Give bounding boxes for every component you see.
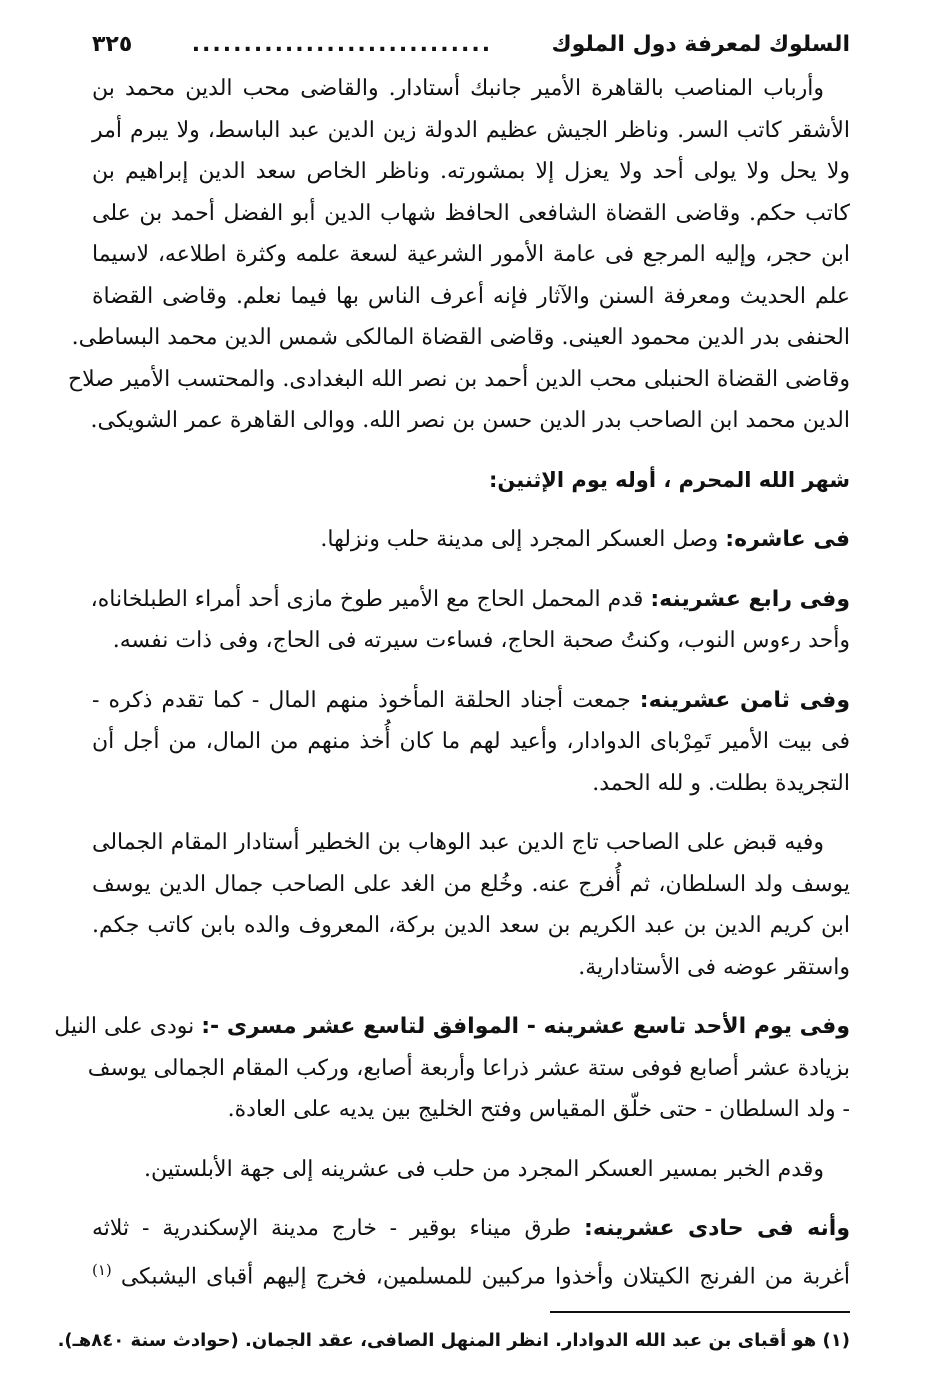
army-news-paragraph <box>92 1149 850 1191</box>
entry-text: وصل العسكر المجرد إلى مدينة حلب ونزلها. <box>320 527 719 552</box>
arrest-paragraph <box>92 822 850 988</box>
entry-label: وفى يوم الأحد تاسع عشرينه - الموافق لتاسع عشر مسرى -: <box>201 1014 850 1039</box>
text-line: أغربة من الفرنج الكيتلان وأخذوا مركبين للمسلمين، فخرج إليهم أقباى اليشبكى <box>120 1263 851 1289</box>
entry-label: فى عاشره: <box>725 527 850 552</box>
officials-paragraph <box>67 68 850 442</box>
entry-text: جمعت أجناد الحلقة المأخوذ منهم المال - كما تقدم ذكره - <box>92 687 631 713</box>
text-line: - ولد السلطان - حتى خلّق المقياس وفتح الخليج بين يديه على العادة. <box>227 1097 850 1122</box>
entry-label: وفى رابع عشرينه: <box>650 586 850 612</box>
text-line: التجريدة بطلت. و لله الحمد. <box>592 770 850 796</box>
entry-sunday-twenty-ninth <box>54 1006 850 1131</box>
text-line: الحنفى بدر الدين محمود العينى. وقاضى القضاة المالكى شمس الدين محمد البساطى. <box>71 325 850 350</box>
entry-text: قدم المحمل الحاج مع الأمير طوخ مازى أحد أمراء الطبلخاناه، <box>90 586 644 612</box>
running-header <box>92 20 850 68</box>
entry-text: طرق ميناء بوقير - خارج مدينة الإسكندرية - ثلاثه <box>92 1216 572 1241</box>
footnote: (١) هو أقباى بن عبد الله الدوادار. انظر المنهل الصافى، عقد الجمان. (حوادث سنة ٨٤٠هـ). <box>57 1330 850 1352</box>
text-line: واستقر عوضه فى الأستادارية. <box>578 954 850 980</box>
text-line: الأشقر كاتب السر. وناظر الجيش عظيم الدولة زين الدين عبد الباسط، ولا يبرم أمر <box>92 117 850 143</box>
text-line: وقدم الخبر بمسير العسكر المجرد من حلب فى عشرينه إلى جهة الأبلستين. <box>143 1156 824 1182</box>
footnote-marker[interactable]: (١) <box>92 1260 112 1279</box>
entry-tenth <box>92 519 850 561</box>
entry-twenty-eighth <box>92 680 850 805</box>
book-title: السلوك لمعرفة دول الملوك <box>551 31 850 57</box>
month-heading: شهر الله المحرم ، أوله يوم الإثنين: <box>488 467 850 492</box>
text-line: كاتب حكم. وقاضى القضاة الشافعى الحافظ شهاب الدين أبو الفضل أحمد بن على <box>92 200 850 226</box>
header-leader-dots: ............................. <box>191 31 493 57</box>
text-line: علم الحديث ومعرفة السنن والآثار فإنه أعرف الناس بها فيما نعلم. وقاضى القضاة <box>92 283 850 309</box>
entry-text: نودى على النيل <box>54 1014 195 1039</box>
text-line: وفيه قبض على الصاحب تاج الدين عبد الوهاب بن الخطير أستادار المقام الجمالى <box>92 830 824 855</box>
text-line: يوسف ولد السلطان، ثم أُفرج عنه. وخُلع من الغد على الصاحب جمال الدين يوسف <box>92 871 850 897</box>
footnote-divider <box>550 1311 850 1313</box>
text-line: فى بيت الأمير تَمِرْباى الدوادار، وأعيد لهم ما كان أُخذ منهم من المال، من أجل أن <box>92 729 850 754</box>
text-line: الدين محمد ابن الصاحب بدر الدين حسن بن نصر الله. ووالى القاهرة عمر الشويكى. <box>90 408 850 433</box>
text-line: وأحد رءوس النوب، وكنتُ صحبة الحاج، فساءت سيرته فى الحاج، وفى ذات نفسه. <box>112 628 850 653</box>
text-line: وقاضى القضاة الحنبلى محب الدين أحمد بن نصر الله البغدادى. والمحتسب الأمير صلاح <box>67 366 850 392</box>
entry-label: وفى ثامن عشرينه: <box>639 687 851 713</box>
text-line: ولا يحل ولا يولى أحد ولا يعزل إلا بمشورته. وناظر الخاص سعد الدين إبراهيم بن <box>92 159 850 184</box>
text-line: ابن حجر، وإليه المرجع فى عامة الأمور الشرعية لسعة علمه وكثرة اطلاعه، لاسيما <box>92 242 850 267</box>
entry-twenty-first <box>92 1208 850 1297</box>
text-line: بزيادة عشر أصابع فوفى ستة عشر ذراعا وأربعة أصابع، وركب المقام الجمالى يوسف <box>87 1055 850 1081</box>
page-number: ٣٢٥ <box>92 31 133 57</box>
entry-label: وأنه فى حادى عشرينه: <box>584 1216 851 1241</box>
entry-twenty-fourth <box>92 579 850 662</box>
text-line: ابن كريم الدين بن عبد الكريم بن سعد الدين بركة، المعروف والده بابن كاتب جكم. <box>92 913 850 938</box>
text-line: وأرباب المناصب بالقاهرة الأمير جانبك أستادار. والقاضى محب الدين محمد بن <box>92 76 824 101</box>
